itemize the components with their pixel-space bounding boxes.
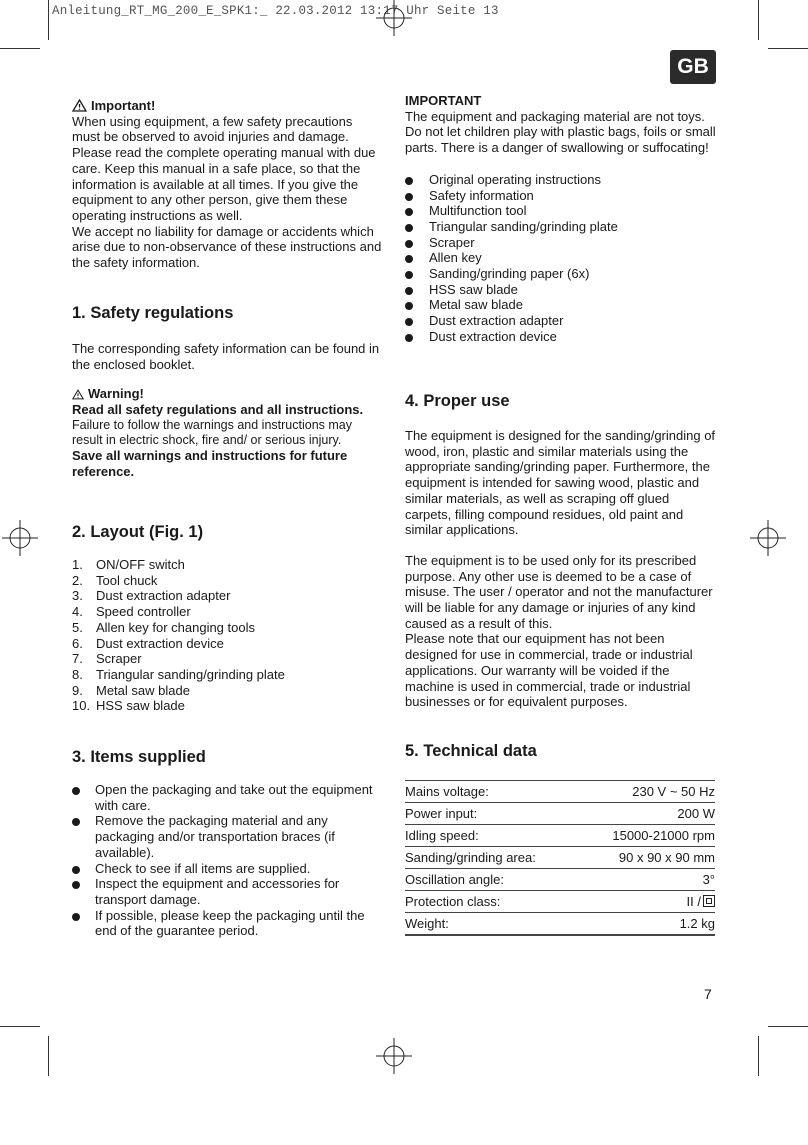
section-heading: 3. Items supplied [72,748,206,766]
list-item: Remove the packaging material and any packaging and/or transportation braces (if available). [72,813,384,860]
list-item: 7. Scraper [72,651,142,667]
bullet-icon [405,334,413,342]
list-item: Safety information [405,188,717,204]
crop-mark [768,48,808,49]
section-items-supplied [72,747,384,939]
important2-title: IMPORTANT [405,93,482,108]
list-item: 9. Metal saw blade [72,682,190,698]
safety-info-text: The corresponding safety information can be found in the enclosed booklet. [72,341,380,372]
important-packaging-block [405,93,717,345]
important2-text: The equipment and packaging material are not toys. Do not let children play with plastic bags, foils or small parts. There is a danger of swallowing or suffocating! [405,108,716,156]
bullet-icon [405,271,413,279]
important-block [72,98,384,271]
commercial-use-text: Please note that our equipment has not been designed for use in commercial, trade or industrial applications. Our warranty will be voided if the machine is used in commercial, trade or industrial businesses or for equivalent purposes. [405,631,693,710]
section-heading: 1. Safety regulations [72,304,234,322]
list-item: Multifunction tool [405,203,717,219]
bullet-icon [405,177,413,185]
crop-mark [48,1036,49,1076]
section-heading: 4. Proper use [405,392,510,410]
bullet-icon [405,318,413,326]
section-layout [72,522,384,714]
list-item: 1. ON/OFF switch [72,557,185,572]
section-heading: 5. Technical data [405,742,537,760]
list-item: Scraper [405,235,717,251]
table-row: Weight: 1.2 kg [405,913,715,936]
technical-data-table [405,780,715,936]
list-item: 8. Triangular sanding/grinding plate [72,666,285,682]
warning-heading [72,386,384,402]
bullet-icon [405,287,413,295]
list-item: Allen key [405,250,717,266]
list-item: Dust extraction adapter [405,313,717,329]
misuse-text: The equipment is to be used only for its prescribed purpose. Any other use is deemed to be a case of misuse. The user / operator and not the manufacturer will be liable for any damage or injuries of any kind caused as a result of this. [405,552,713,631]
list-item: Metal saw blade [405,297,717,313]
page-number: 7 [704,986,712,1002]
bullet-icon [72,818,80,826]
bullet-icon [405,255,413,263]
registration-mark-icon [376,1038,412,1074]
bullet-icon [72,913,80,921]
crop-mark [768,1026,808,1027]
section-safety-regulations [72,303,384,479]
instructions-list [72,782,384,939]
protection-class-icon [703,895,715,907]
crop-mark [758,1036,759,1076]
table-row: Oscillation angle: 3° [405,869,715,891]
list-item: Original operating instructions [405,172,717,188]
list-item: 10. HSS saw blade [72,698,185,714]
warning-title: Warning! [88,386,144,402]
important-title: Important! [91,98,156,113]
list-item: Sanding/grinding paper (6x) [405,266,717,282]
list-item: If possible, please keep the packaging until the end of the guarantee period. [72,908,384,939]
list-item: 2. Tool chuck [72,572,158,588]
table-row: Sanding/grinding area: 90 x 90 x 90 mm [405,847,715,869]
warning-text: Failure to follow the warnings and instructions may result in electric shock, fire and/ or serious injury. [72,417,352,447]
bullet-icon [72,866,80,874]
table-row: Protection class: II / [405,891,715,913]
list-item: 5. Allen key for changing tools [72,619,255,635]
print-slug: Anleitung_RT_MG_200_E_SPK1:_ 22.03.2012 13:17 Uhr Seite 13 [52,4,499,18]
bullet-icon [405,224,413,232]
registration-mark-icon [376,0,412,36]
registration-mark-icon [2,520,38,556]
bullet-icon [72,787,80,795]
liability-text: We accept no liability for damage or accidents which arise due to non-observance of these instructions and the safety information. [72,223,382,271]
warning-triangle-icon [72,389,84,400]
table-row: Mains voltage: 230 V ~ 50 Hz [405,781,715,803]
supplied-items-list [405,172,717,345]
bullet-icon [405,302,413,310]
list-item: 3. Dust extraction adapter [72,588,231,604]
crop-mark [48,0,49,40]
bullet-icon [72,881,80,889]
crop-mark [0,48,40,49]
warning-bold-text: Read all safety regulations and all instructions. [72,402,364,418]
warning-triangle-icon [72,99,87,112]
bullet-icon [405,208,413,216]
list-item: HSS saw blade [405,282,717,298]
table-row: Idling speed: 15000-21000 rpm [405,825,715,847]
list-item: 6. Dust extraction device [72,635,224,651]
list-item: Inspect the equipment and accessories for transport damage. [72,876,384,907]
list-item: Check to see if all items are supplied. [72,861,384,877]
language-badge: GB [670,50,716,84]
crop-mark [758,0,759,40]
warning-save-text: Save all warnings and instructions for future reference. [72,447,348,479]
list-item: 4. Speed controller [72,604,191,620]
section-technical-data [405,741,717,936]
proper-use-text: The equipment is designed for the sanding/grinding of wood, iron, plastic and similar materials using the appropriate sanding/grinding paper. Furthermore, the equipment is intended for sawing wood, plastic and similar materials, as well as scraping off glued carpets, filling compound residues, old paint and similar applications. [405,428,716,538]
bullet-icon [405,240,413,248]
important-heading [72,98,384,114]
list-item: Dust extraction device [405,329,717,345]
list-item: Open the packaging and take out the equipment with care. [72,782,384,813]
list-item: Triangular sanding/grinding plate [405,219,717,235]
table-row: Power input: 200 W [405,803,715,825]
important-text: When using equipment, a few safety precautions must be observed to avoid injuries and damage. Please read the complete operating manual with due care. Keep this manual in a safe place, so that the information is available at all times. If you give the equipment to any other person, give them these operating instructions as well. [72,113,376,223]
layout-list [72,557,384,714]
crop-mark [0,1026,40,1027]
section-proper-use [405,391,717,710]
section-heading: 2. Layout (Fig. 1) [72,523,204,541]
bullet-icon [405,193,413,201]
registration-mark-icon [750,520,786,556]
